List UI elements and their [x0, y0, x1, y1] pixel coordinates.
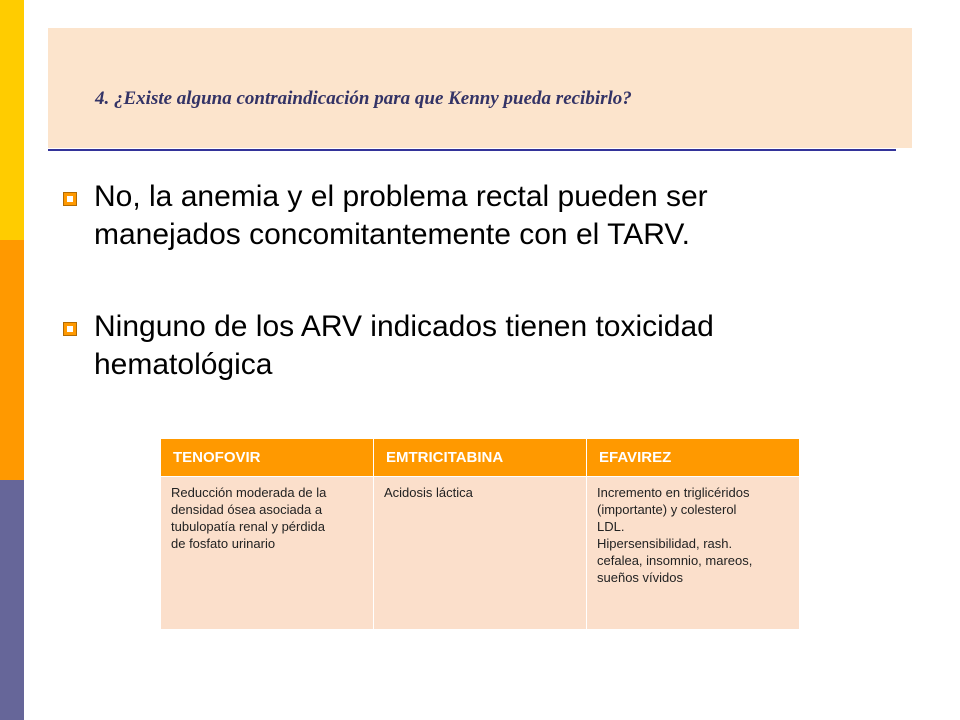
bullet-item: [60, 308, 910, 384]
header-tenofovir: TENOFOVIR: [161, 439, 374, 477]
table-header-row: [161, 439, 800, 477]
bullet-list: [60, 178, 910, 384]
cell-text-line: Acidosis láctica: [384, 485, 473, 500]
cell-text-line: sueños vívidos: [597, 570, 683, 585]
cell-text-line: (importante) y colesterol: [597, 502, 737, 517]
arv-table: [160, 438, 800, 630]
cell-emtricitabina: [374, 477, 587, 630]
bullet-text-line: manejados concomitantemente con el TARV.: [94, 218, 690, 251]
header-emtricitabina: EMTRICITABINA: [374, 439, 587, 477]
slide-title: 4. ¿Existe alguna contraindicación para que Kenny pueda recibirlo?: [95, 88, 632, 109]
bullet-text-line: hematológica: [94, 348, 273, 381]
bullet-item: [60, 178, 910, 254]
cell-text-line: densidad ósea asociada a: [171, 502, 323, 517]
header-efavirez: EFAVIREZ: [587, 439, 800, 477]
accent-bar-yellow: [0, 0, 24, 240]
cell-tenofovir: [161, 477, 374, 630]
accent-bar-purple: [0, 480, 24, 720]
bullet-text-line: No, la anemia y el problema rectal pueden ser: [94, 180, 708, 213]
title-underline: [48, 149, 896, 151]
bullet-text-line: Ninguno de los ARV indicados tienen toxicidad: [94, 310, 714, 343]
cell-text-line: Reducción moderada de la: [171, 485, 327, 500]
cell-text-line: Hipersensibilidad, rash.: [597, 536, 733, 551]
square-bullet-icon: [63, 192, 77, 206]
cell-text-line: cefalea, insomnio, mareos,: [597, 553, 753, 568]
table-row: [161, 477, 800, 630]
cell-text-line: Incremento en triglicéridos: [597, 485, 750, 500]
square-bullet-icon: [63, 322, 77, 336]
cell-efavirez: [587, 477, 800, 630]
cell-text-line: tubulopatía renal y pérdida: [171, 519, 325, 534]
accent-bar-orange: [0, 240, 24, 480]
cell-text-line: LDL.: [597, 519, 625, 534]
cell-text-line: de fosfato urinario: [171, 536, 276, 551]
